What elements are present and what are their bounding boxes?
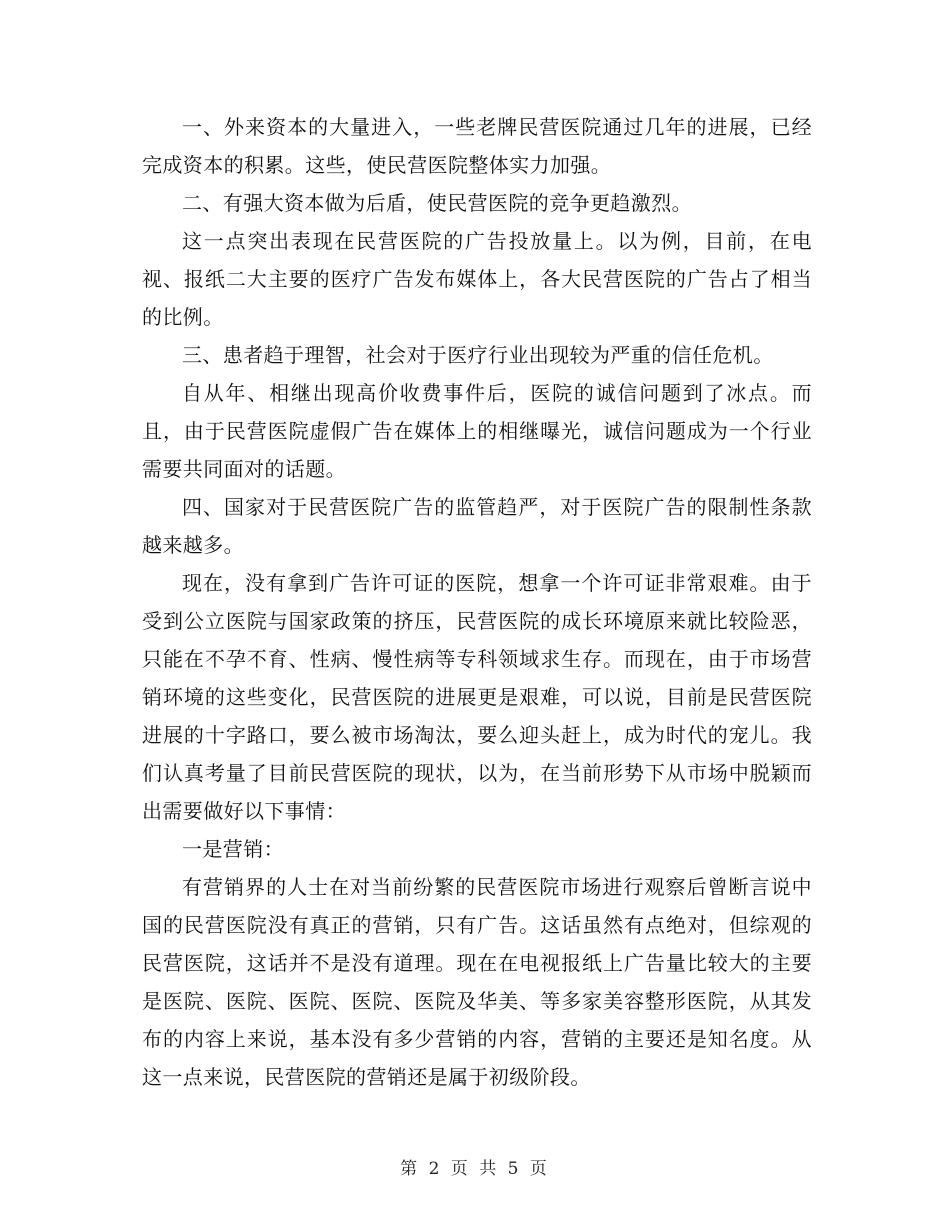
- page-number-footer: 第 2 页 共 5 页: [400, 1159, 550, 1179]
- document-body: [142, 108, 812, 1096]
- paragraph-3: 这一点突出表现在民营医院的广告投放量上。以为例，目前，在电视、报纸二大主要的医疗广告发布媒体上，各大民营医院的广告占了相当的比例。: [142, 229, 812, 329]
- paragraph-6: 四、国家对于民营医院广告的监管趋严，对于医院广告的限制性条款越来越多。: [142, 495, 812, 557]
- paragraph-2: 二、有强大资本做为后盾，使民营医院的竞争更趋激烈。: [182, 191, 692, 215]
- paragraph-5: 自从年、相继出现高价收费事件后，医院的诚信问题到了冰点。而且，由于民营医院虚假广告在媒体上的相继曝光，诚信问题成为一个行业需要共同面对的话题。: [142, 381, 812, 481]
- paragraph-1: 一、外来资本的大量进入，一些老牌民营医院通过几年的进展，已经完成资本的积累。这些，使民营医院整体实力加强。: [142, 115, 812, 177]
- paragraph-8: 一是营销：: [182, 837, 284, 861]
- paragraph-4: 三、患者趋于理智，社会对于医疗行业出现较为严重的信任危机。: [182, 343, 774, 367]
- paragraph-7: 现在，没有拿到广告许可证的医院，想拿一个许可证非常艰难。由于受到公立医院与国家政策的挤压，民营医院的成长环境原来就比较险恶，只能在不孕不育、性病、慢性病等专科领域求生存。而现在，由于市场营销环境的这些变化，民营医院的进展更是艰难，可以说，目前是民营医院进展的十字路口，要么被市场淘汰，要么迎头赶上，成为时代的宠儿。我们认真考量了目前民营医院的现状，以为，在当前形势下从市场中脱颖而出需要做好以下事情：: [142, 571, 812, 823]
- paragraph-9: 有营销界的人士在对当前纷繁的民营医院市场进行观察后曾断言说中国的民营医院没有真正的营销，只有广告。这话虽然有点绝对，但综观的民营医院，这话并不是没有道理。现在在电视报纸上广告量比较大的主要是医院、医院、医院、医院、医院及华美、等多家美容整形医院，从其发布的内容上来说，基本没有多少营销的内容，营销的主要还是知名度。从这一点来说，民营医院的营销还是属于初级阶段。: [142, 875, 812, 1089]
